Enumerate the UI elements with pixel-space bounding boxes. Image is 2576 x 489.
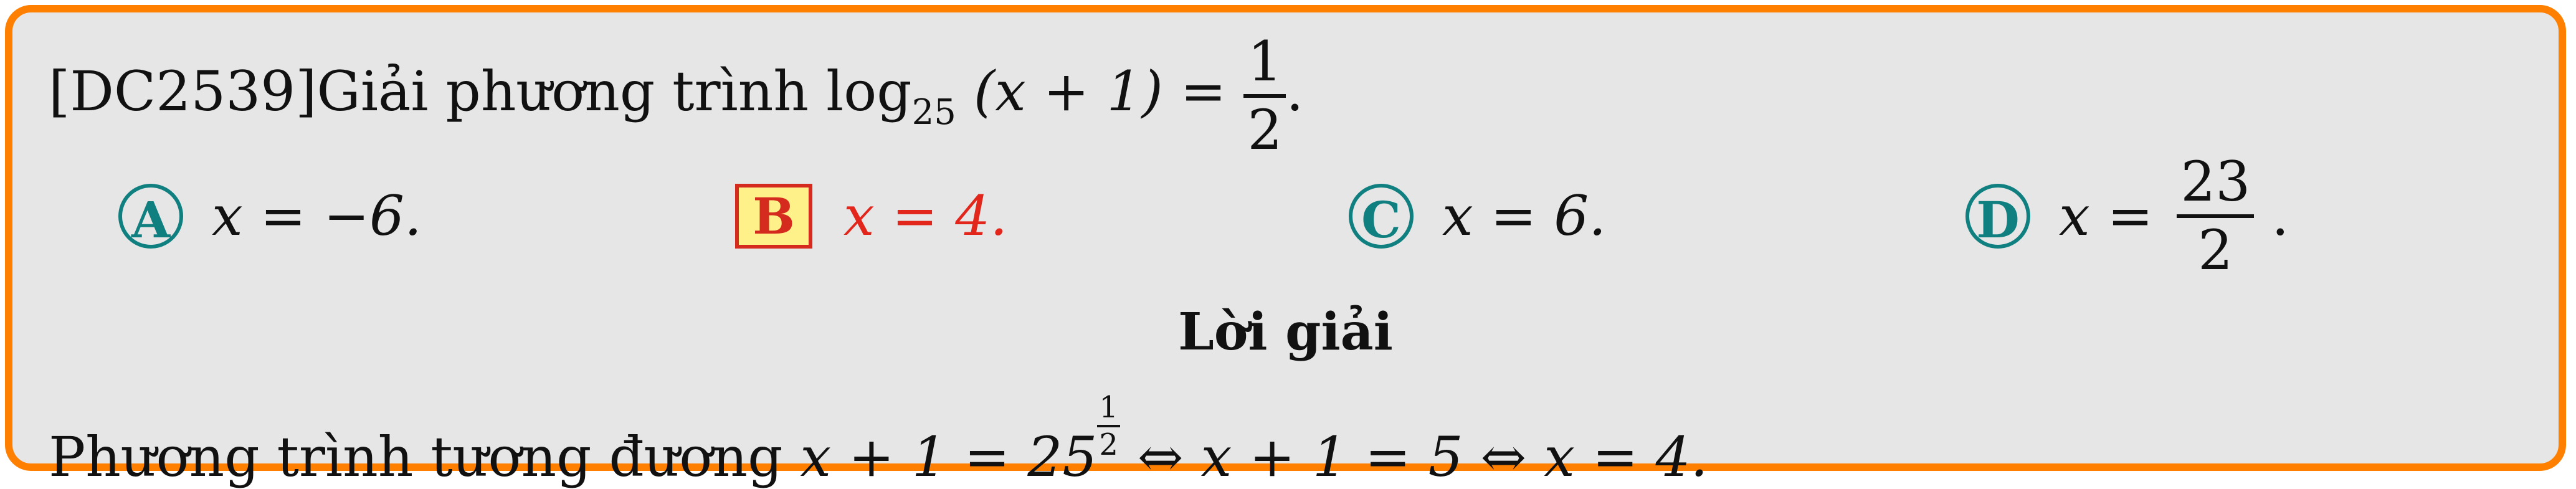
solution-title: Lời giải [1178, 302, 1393, 362]
solution-eq-part1: x + 1 = 25 [800, 425, 1098, 489]
choice-c-label: C [1349, 184, 1414, 249]
question-prompt: Giải phương trình [316, 59, 809, 123]
choice-d[interactable] [1965, 150, 2289, 282]
choice-b-label: B [735, 184, 812, 249]
choice-d-numerator: 23 [2177, 154, 2254, 218]
choice-d-suffix: . [2271, 184, 2289, 248]
log-base: 25 [911, 92, 956, 133]
rhs-fraction [1243, 29, 1286, 162]
rhs-denominator: 2 [1247, 98, 1283, 162]
choice-b[interactable] [735, 184, 1007, 249]
solution-lead: Phương trình tương đương [49, 425, 783, 489]
solution-exponent-numerator: 1 [1097, 392, 1120, 427]
rhs-numerator: 1 [1243, 34, 1286, 98]
choice-c[interactable] [1349, 184, 1606, 249]
choice-b-text: x = 4. [843, 184, 1008, 248]
question-id: [DC2539] [49, 59, 317, 123]
choice-c-text: x = 6. [1442, 184, 1607, 248]
choice-d-denominator: 2 [2198, 218, 2233, 282]
question-end-dot: . [1286, 59, 1304, 123]
choice-a[interactable] [118, 184, 422, 249]
choice-a-text: x = −6. [211, 184, 422, 248]
choice-d-prefix: x = [2058, 184, 2154, 248]
solution-exponent-denominator: 2 [1099, 427, 1118, 462]
choice-a-label: A [118, 184, 183, 249]
solution-line [49, 390, 1708, 489]
choice-d-fraction [2177, 150, 2254, 282]
log-argument: (x + 1) = [973, 59, 1227, 123]
choice-d-label: D [1965, 184, 2030, 249]
solution-exponent [1097, 392, 1120, 460]
question-line [49, 29, 1304, 162]
solution-eq-part2: ⇔ x + 1 = 5 ⇔ x = 4. [1119, 425, 1708, 489]
question-card [5, 5, 2566, 489]
log-word: log [826, 59, 912, 123]
